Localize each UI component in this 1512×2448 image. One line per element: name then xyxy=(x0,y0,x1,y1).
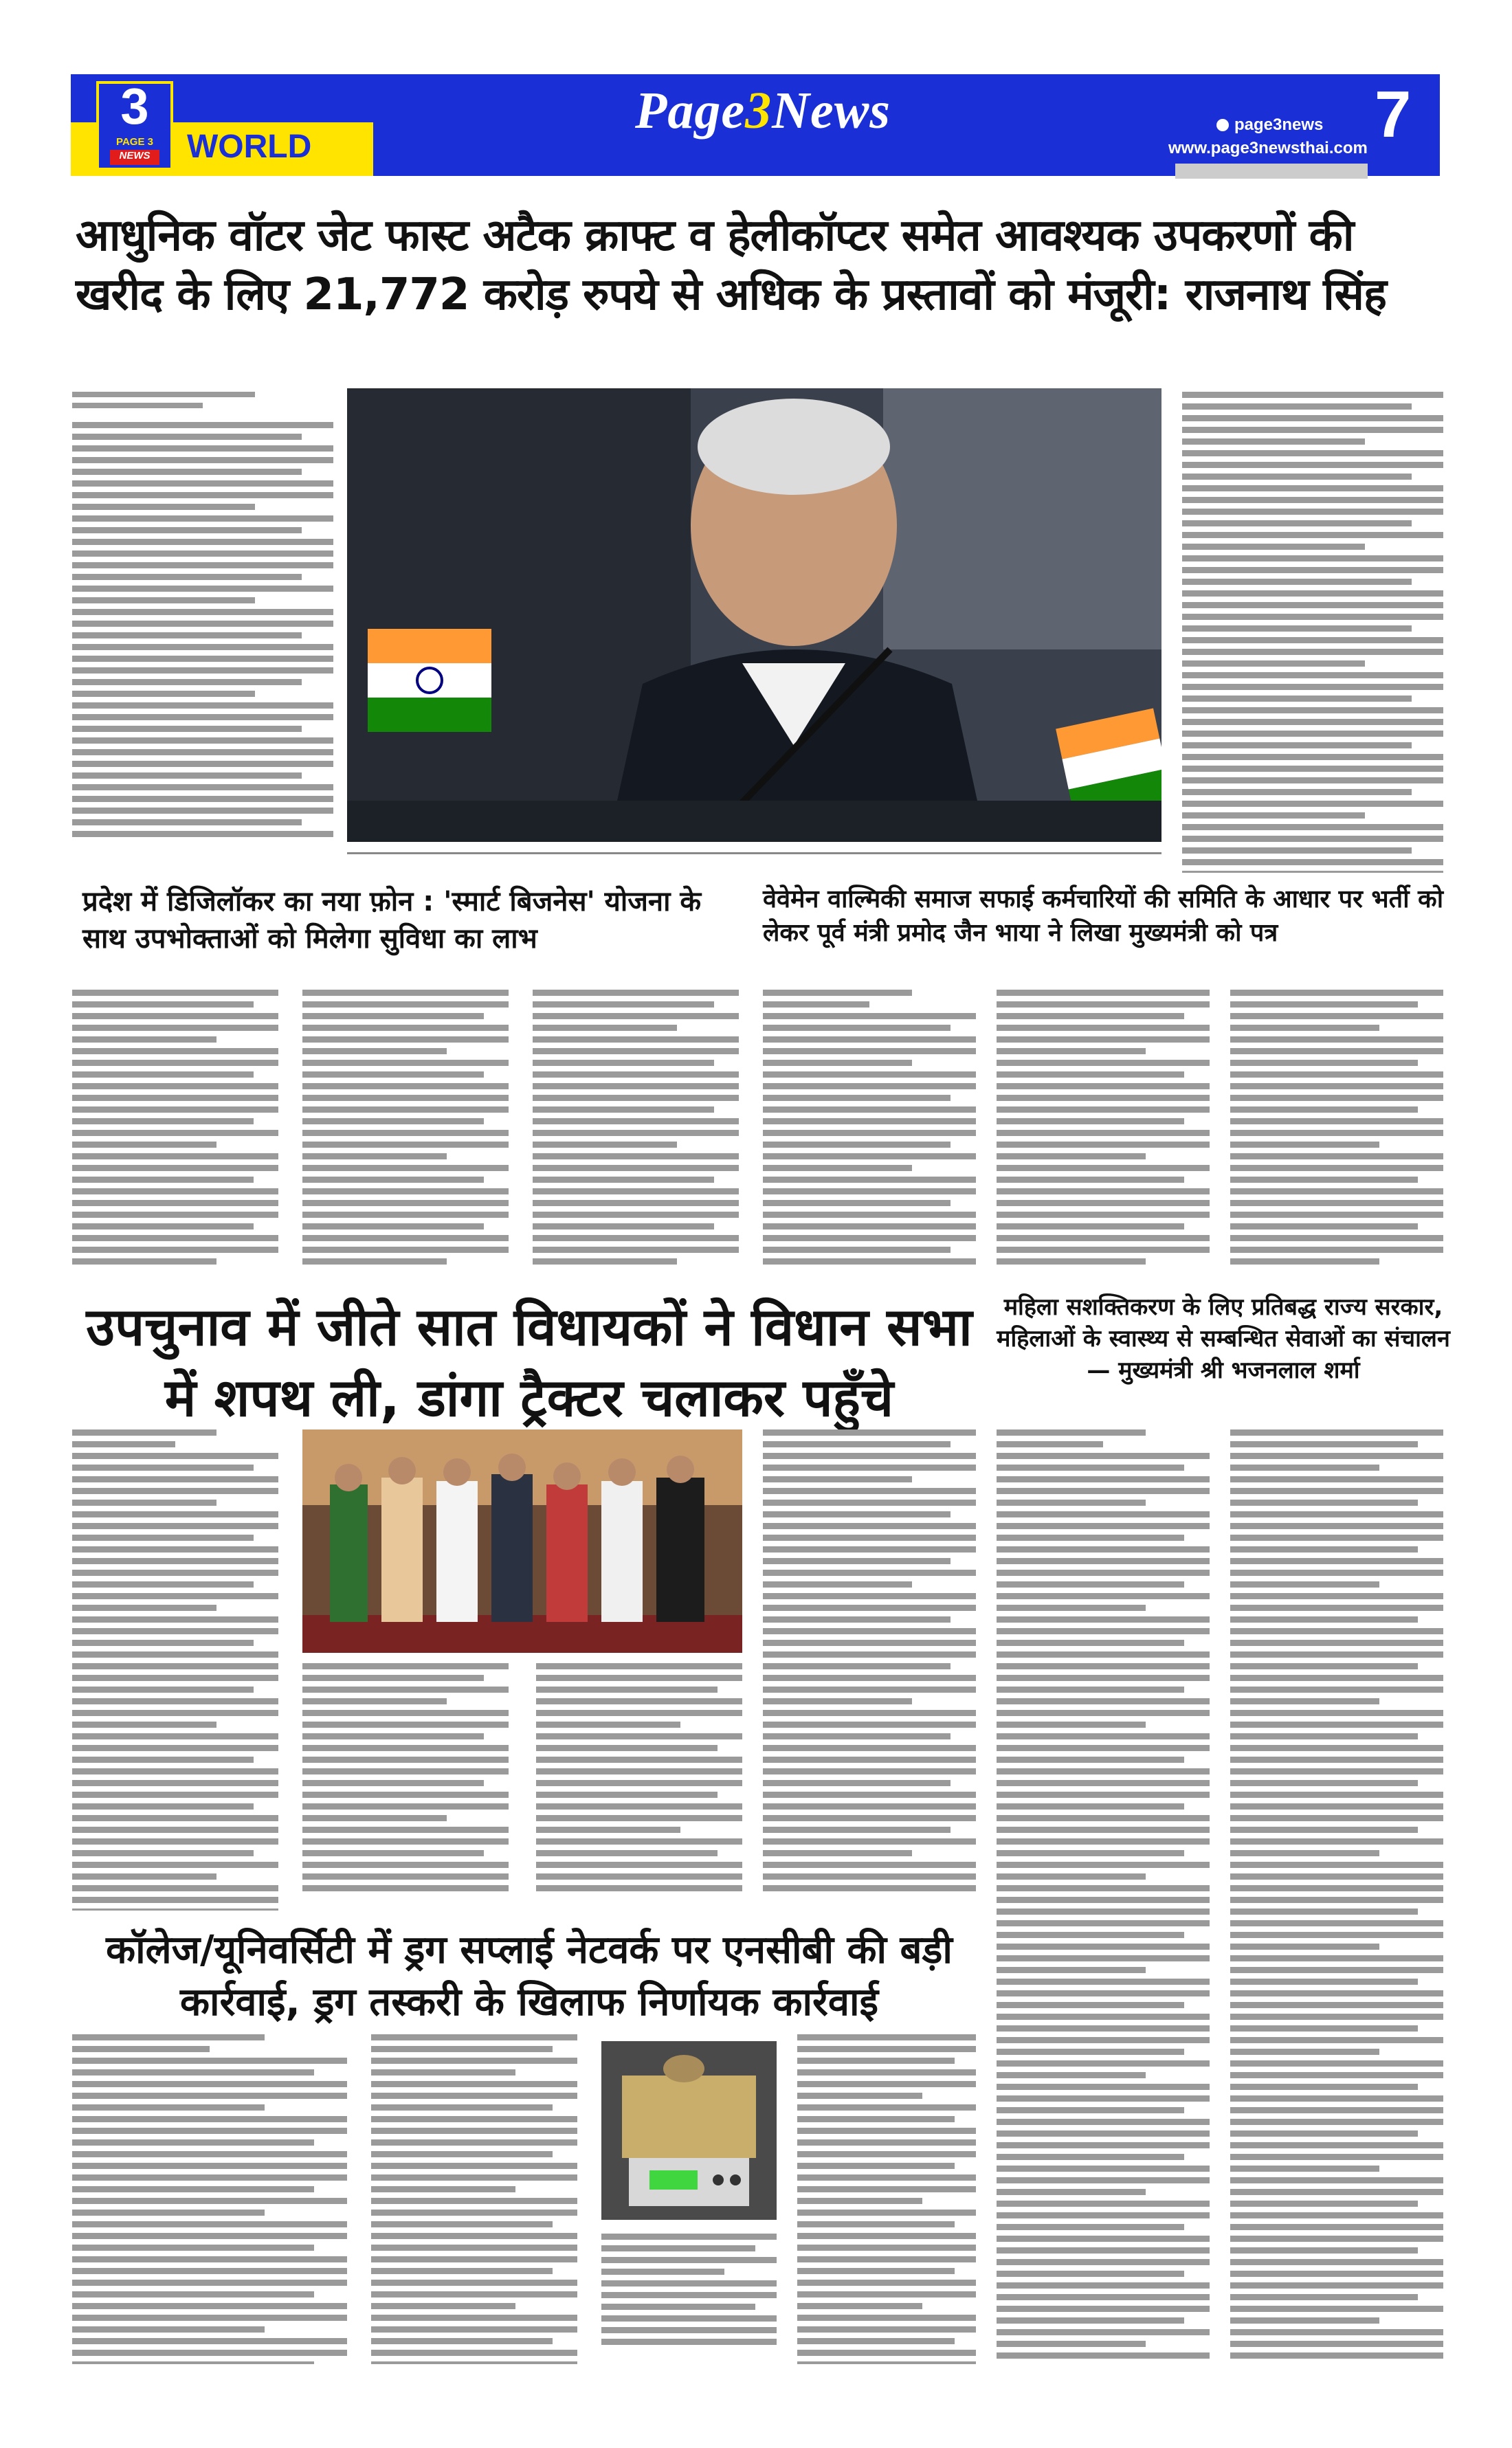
middle-text-col-4 xyxy=(763,1429,976,1911)
date-strip xyxy=(1175,164,1368,179)
bottom-headline[interactable]: कॉलेज/यूनिवर्सिटी में ड्रग सप्लाई नेटवर्क पर एनसीबी की बड़ी कार्रवाई, ड्रग तस्करी के खिलाफ निर्णायक कार्रवाई xyxy=(106,1928,953,2025)
second-left-headline[interactable]: प्रदेश में डिजिलॉकर का नया फ़ोन : 'स्मार्ट बिजनेस' योजना के साथ उपभोक्ताओं को मिलेगा सुविधा का लाभ xyxy=(82,886,702,955)
legislators-group-photo xyxy=(302,1429,742,1653)
brand-three: 3 xyxy=(745,82,772,140)
minister-photo-illustration xyxy=(347,388,1161,842)
middle-text-col-2 xyxy=(302,1663,509,1911)
side-headline[interactable]: महिला सशक्तिकरण के लिए प्रतिबद्ध राज्य सरकार, महिलाओं के स्वास्थ्य से सम्बन्धित सेवाओं का संचालन — मुख्यमंत्री श्री भजनलाल शर्मा xyxy=(997,1293,1450,1384)
bottom-col-2 xyxy=(371,2034,577,2364)
brand-wordmark xyxy=(605,81,921,141)
middle-text-col-3 xyxy=(536,1663,742,1911)
middle-headline[interactable]: उपचुनाव में जीते सात विधायकों ने विधान सभा में शपथ ली, डांगा ट्रैक्टर चलाकर पहुँचे xyxy=(86,1296,972,1428)
photo-caption-rule xyxy=(347,852,1161,854)
article-body xyxy=(72,422,333,838)
byline xyxy=(72,392,333,408)
second-left-col-2 xyxy=(302,990,509,1278)
second-right-col-3 xyxy=(1230,990,1443,1278)
second-right-col-1 xyxy=(763,990,976,1278)
bottom-col-3 xyxy=(601,2234,777,2364)
seized-drugs-photo xyxy=(601,2041,777,2220)
top-right-column xyxy=(1182,392,1443,873)
drugs-scale-illustration xyxy=(601,2041,777,2220)
brand-suffix: News xyxy=(772,82,891,140)
social-handle[interactable] xyxy=(1216,115,1323,135)
side-col-1 xyxy=(997,1429,1210,2364)
bottom-col-1 xyxy=(72,2034,347,2364)
page-number: 7 xyxy=(1375,78,1412,151)
side-col-2 xyxy=(1230,1429,1443,2364)
top-headline[interactable]: आधुनिक वॉटर जेट फास्ट अटैक क्राफ्ट व हेलीकॉप्टर समेत आवश्यक उपकरणों की खरीद के लिए 21,772 करोड़ रुपये से अधिक के प्रस्तावों को मंजूरी: राजनाथ सिंह xyxy=(76,210,1386,321)
logo-news-tag: NEWS xyxy=(110,150,159,165)
group-photo-illustration xyxy=(302,1429,742,1653)
social-handle-text: page3news xyxy=(1234,115,1324,134)
website-url[interactable]: www.page3newsthai.com xyxy=(1168,139,1368,157)
logo-subtext: PAGE 3 xyxy=(116,136,153,148)
logo-number: 3 xyxy=(120,78,149,135)
top-left-column xyxy=(72,392,333,838)
section-label: WORLD xyxy=(187,129,312,165)
brand-prefix: Page xyxy=(634,82,746,140)
second-left-col-1 xyxy=(72,990,278,1278)
social-dot-icon xyxy=(1216,119,1229,131)
second-right-col-2 xyxy=(997,990,1210,1278)
middle-left-column xyxy=(72,1429,278,1911)
bottom-col-4 xyxy=(797,2034,976,2364)
second-right-headline[interactable]: वेवेमेन वाल्मिकी समाज सफाई कर्मचारियों की समिति के आधार पर भर्ती को लेकर पूर्व मंत्री प्रमोद जैन भाया ने लिखा मुख्यमंत्री को पत्र xyxy=(763,885,1444,947)
top-story-photo xyxy=(347,388,1161,842)
second-left-col-3 xyxy=(533,990,739,1278)
